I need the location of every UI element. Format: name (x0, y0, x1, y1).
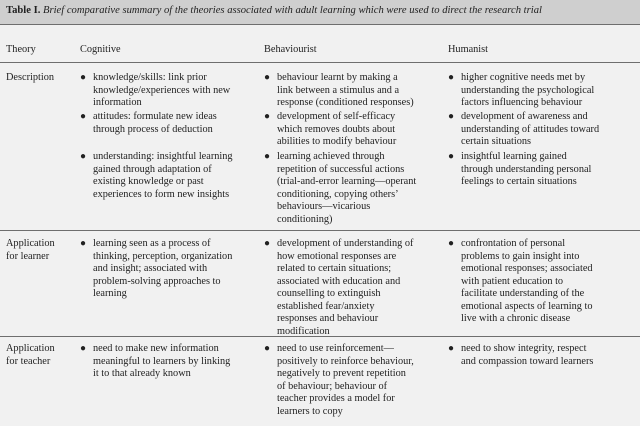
cell-line: insightful learning gained (461, 151, 567, 162)
cell-line: development of awareness and (461, 111, 588, 122)
learner-behaviourist-item (277, 238, 447, 338)
cell-line: how emotional responses are (277, 250, 397, 262)
cell-line: behaviours—vicarious (277, 201, 371, 212)
cell-line: it to that already known (93, 368, 191, 379)
description-humanist-item (461, 111, 631, 149)
table-caption (6, 5, 542, 16)
header-cognitive: Cognitive (80, 44, 121, 55)
cell-line: learners to copy (277, 405, 343, 417)
bullet-icon: ● (80, 111, 87, 122)
cell-line: with patient education to (461, 275, 564, 287)
teacher-behaviourist-item (277, 343, 447, 418)
learner-cognitive-item (93, 238, 263, 301)
description-cognitive-item (93, 151, 263, 201)
caption-label: Table I. (6, 5, 41, 16)
bullet-icon: ● (264, 238, 271, 249)
header-theory: Theory (6, 44, 36, 55)
cell-line: knowledge/experiences with new (93, 84, 231, 96)
cell-line: modification (277, 325, 330, 337)
cell-line: meaningful to learners by linking (93, 355, 231, 367)
cell-line: development of self-efficacy (277, 111, 396, 122)
description-behaviourist-item (277, 151, 447, 226)
cell-line: link between a stimulus and a (277, 84, 400, 96)
row-label-learner (6, 238, 55, 263)
cell-line: development of understanding of (277, 238, 414, 249)
row-label-line: Application (6, 238, 55, 249)
row-label-line: Application (6, 343, 55, 354)
cell-line: teacher provides a model for (277, 393, 395, 404)
rule-top (0, 24, 640, 25)
bullet-icon: ● (264, 343, 271, 354)
cell-line: factors influencing behaviour (461, 97, 583, 108)
cell-line: gained through adaptation of (93, 163, 212, 175)
cell-line: response (conditioned responses) (277, 97, 414, 108)
cell-line: understanding of attitudes toward (461, 123, 600, 135)
bullet-icon: ● (80, 151, 87, 162)
cell-line: feelings to certain situations (461, 176, 577, 187)
cell-line: live with a chronic disease (461, 313, 571, 324)
description-humanist-item (461, 72, 631, 110)
cell-line: associated with education and (277, 275, 401, 287)
cell-line: understanding: insightful learning (93, 151, 233, 162)
row-label-description (6, 72, 54, 85)
rule-row-1 (0, 230, 640, 231)
cell-line: positively to reinforce behaviour, (277, 355, 414, 367)
cell-line: learning achieved through (277, 151, 385, 162)
cell-line: which removes doubts about (277, 123, 396, 135)
bullet-icon: ● (448, 343, 455, 354)
bullet-icon: ● (264, 111, 271, 122)
cell-line: facilitate understanding of the (461, 288, 585, 299)
cell-line: related to certain situations; (277, 263, 392, 274)
cell-line: learning (93, 288, 127, 299)
cell-line: of behaviour; behaviour of (277, 380, 388, 392)
cell-line: through process of deduction (93, 123, 213, 135)
row-label-line: for teacher (6, 355, 51, 367)
cell-line: repetition of successful actions (277, 163, 405, 175)
description-behaviourist-item (277, 111, 447, 149)
row-label-line: for learner (6, 250, 50, 262)
header-behaviourist: Behaviourist (264, 44, 317, 55)
bullet-icon: ● (448, 151, 455, 162)
cell-line: attitudes: formulate new ideas (93, 111, 217, 122)
cell-line: information (93, 97, 142, 108)
bullet-icon: ● (80, 238, 87, 249)
bullet-icon: ● (80, 72, 87, 83)
rule-header-bottom (0, 62, 640, 63)
cell-line: conditioning) (277, 213, 333, 225)
cell-line: emotional responses; associated (461, 263, 593, 274)
bullet-icon: ● (448, 111, 455, 122)
bullet-icon: ● (264, 151, 271, 162)
cell-line: responses and behaviour (277, 313, 379, 324)
bullet-icon: ● (80, 343, 87, 354)
header-humanist: Humanist (448, 44, 489, 55)
cell-line: established fear/anxiety (277, 300, 375, 312)
cell-line: certain situations (461, 136, 532, 147)
cell-line: need to make new information (93, 343, 219, 354)
cell-line: conditioning, copying others’ (277, 188, 399, 200)
teacher-cognitive-item (93, 343, 263, 381)
learner-humanist-item (461, 238, 631, 326)
cell-line: negatively to prevent repetition (277, 368, 406, 379)
cell-line: through understanding personal (461, 163, 592, 175)
description-cognitive-item (93, 111, 263, 136)
bullet-icon: ● (264, 72, 271, 83)
cell-line: thinking, perception, organization (93, 250, 233, 262)
cell-line: problem-solving approaches to (93, 275, 221, 287)
description-behaviourist-item (277, 72, 447, 110)
bullet-icon: ● (448, 72, 455, 83)
teacher-humanist-item (461, 343, 631, 368)
cell-line: and insight; associated with (93, 263, 208, 274)
description-humanist-item (461, 151, 631, 189)
cell-line: need to use reinforcement— (277, 343, 394, 354)
cell-line: problems to gain insight into (461, 250, 580, 262)
cell-line: existing knowledge or past (93, 176, 204, 187)
cell-line: learning seen as a process of (93, 238, 211, 249)
bullet-icon: ● (448, 238, 455, 249)
cell-line: experiences to form new insights (93, 188, 230, 200)
cell-line: need to show integrity, respect (461, 343, 587, 354)
cell-line: (trial-and-error learning—operant (277, 176, 417, 187)
cell-line: behaviour learnt by making a (277, 72, 398, 83)
cell-line: higher cognitive needs met by (461, 72, 586, 83)
cell-line: understanding the psychological (461, 84, 595, 96)
cell-line: knowledge/skills: link prior (93, 72, 207, 83)
cell-line: abilities to modify behaviour (277, 136, 397, 147)
cell-line: confrontation of personal (461, 238, 566, 249)
cell-line: emotional aspects of learning to (461, 300, 593, 312)
row-label-line: Description (6, 72, 55, 83)
caption-text: Brief comparative summary of the theories associated with adult learning which were used to direct the research trial (43, 5, 542, 16)
cell-line: and compassion toward learners (461, 355, 594, 367)
row-label-teacher (6, 343, 55, 368)
description-cognitive-item (93, 72, 263, 110)
cell-line: counselling to extinguish (277, 288, 381, 299)
